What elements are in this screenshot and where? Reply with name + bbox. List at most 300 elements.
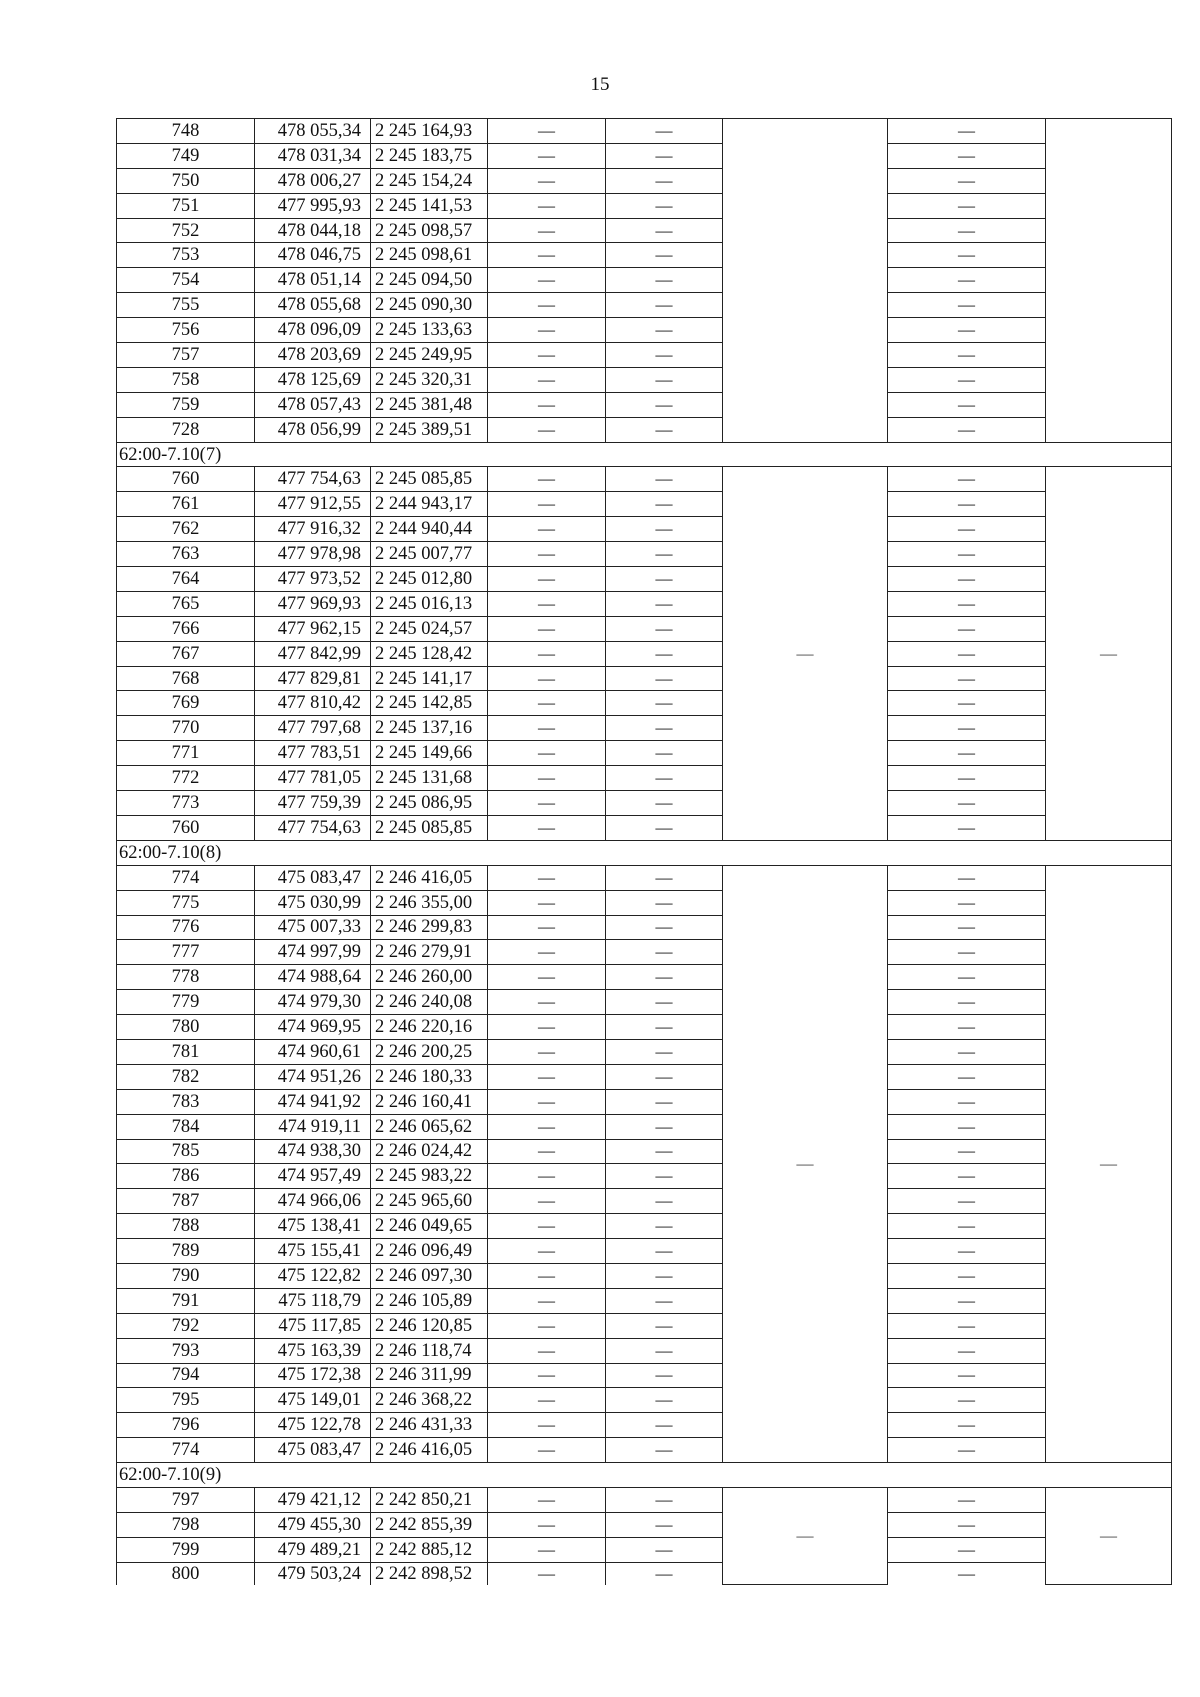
coordinate-x: 477 829,81 — [255, 666, 371, 691]
dash-cell: — — [888, 1039, 1046, 1064]
coordinate-x: 478 006,27 — [255, 168, 371, 193]
dash-cell: — — [606, 168, 723, 193]
dash-cell: — — [888, 990, 1046, 1015]
coordinate-y: 2 246 311,99 — [371, 1363, 488, 1388]
coordinate-x: 474 941,92 — [255, 1089, 371, 1114]
dash-cell: — — [488, 915, 606, 940]
coordinate-x: 477 912,55 — [255, 492, 371, 517]
coordinate-y: 2 246 299,83 — [371, 915, 488, 940]
table-row — [117, 1015, 1172, 1040]
coordinate-y: 2 245 098,57 — [371, 218, 488, 243]
dash-cell: — — [488, 243, 606, 268]
coordinate-y: 2 246 096,49 — [371, 1239, 488, 1264]
dash-cell: — — [888, 417, 1046, 442]
dash-cell: — — [488, 1438, 606, 1463]
coordinate-x: 474 997,99 — [255, 940, 371, 965]
dash-cell: — — [888, 1512, 1046, 1537]
table-row — [117, 791, 1172, 816]
dash-cell: — — [888, 143, 1046, 168]
dash-cell: — — [888, 1562, 1046, 1585]
dash-cell: — — [606, 940, 723, 965]
coordinate-y: 2 246 160,41 — [371, 1089, 488, 1114]
coordinate-x: 477 781,05 — [255, 766, 371, 791]
point-number: 749 — [117, 143, 255, 168]
dash-cell: — — [488, 691, 606, 716]
coordinate-y: 2 246 097,30 — [371, 1263, 488, 1288]
point-number: 767 — [117, 641, 255, 666]
table-row — [117, 1164, 1172, 1189]
dash-cell: — — [488, 791, 606, 816]
dash-cell: — — [488, 1288, 606, 1313]
coordinate-x: 475 117,85 — [255, 1313, 371, 1338]
point-number: 781 — [117, 1039, 255, 1064]
coordinate-y: 2 242 885,12 — [371, 1537, 488, 1562]
dash-cell: — — [606, 1239, 723, 1264]
table-row — [117, 1263, 1172, 1288]
point-number: 790 — [117, 1263, 255, 1288]
coordinate-x: 478 055,34 — [255, 119, 371, 144]
merged-value-cell: — — [723, 865, 888, 1462]
coordinate-x: 479 503,24 — [255, 1562, 371, 1585]
point-number: 753 — [117, 243, 255, 268]
dash-cell: — — [888, 343, 1046, 368]
merged-value-cell: — — [1046, 467, 1172, 840]
dash-cell: — — [488, 343, 606, 368]
coordinate-x: 474 938,30 — [255, 1139, 371, 1164]
dash-cell: — — [488, 965, 606, 990]
point-number: 774 — [117, 865, 255, 890]
dash-cell: — — [606, 193, 723, 218]
dash-cell: — — [488, 741, 606, 766]
coordinate-y: 2 245 983,22 — [371, 1164, 488, 1189]
dash-cell: — — [488, 1338, 606, 1363]
table-row — [117, 1064, 1172, 1089]
dash-cell: — — [488, 1089, 606, 1114]
table-row — [117, 691, 1172, 716]
dash-cell: — — [606, 343, 723, 368]
coordinate-y: 2 246 240,08 — [371, 990, 488, 1015]
coordinate-y: 2 245 149,66 — [371, 741, 488, 766]
dash-cell: — — [606, 1288, 723, 1313]
point-number: 791 — [117, 1288, 255, 1313]
table-row — [117, 542, 1172, 567]
dash-cell: — — [606, 666, 723, 691]
dash-cell: — — [606, 1214, 723, 1239]
table-row — [117, 1562, 1172, 1585]
dash-cell: — — [606, 1039, 723, 1064]
point-number: 793 — [117, 1338, 255, 1363]
dash-cell: — — [606, 243, 723, 268]
table-row — [117, 1512, 1172, 1537]
table-row — [117, 616, 1172, 641]
dash-cell: — — [488, 268, 606, 293]
table-row — [117, 492, 1172, 517]
table-row — [117, 1288, 1172, 1313]
dash-cell: — — [606, 1114, 723, 1139]
dash-cell: — — [888, 1189, 1046, 1214]
coordinate-y: 2 246 065,62 — [371, 1114, 488, 1139]
dash-cell: — — [606, 890, 723, 915]
dash-cell: — — [488, 293, 606, 318]
dash-cell: — — [488, 1164, 606, 1189]
point-number: 784 — [117, 1114, 255, 1139]
dash-cell: — — [488, 517, 606, 542]
section-label: 62:00-7.10(8) — [117, 840, 1172, 865]
coordinate-x: 478 096,09 — [255, 318, 371, 343]
coordinate-x: 475 083,47 — [255, 1438, 371, 1463]
coordinate-x: 475 083,47 — [255, 865, 371, 890]
dash-cell: — — [888, 193, 1046, 218]
dash-cell: — — [488, 766, 606, 791]
coordinate-y: 2 245 012,80 — [371, 567, 488, 592]
dash-cell: — — [488, 218, 606, 243]
dash-cell: — — [888, 691, 1046, 716]
coordinate-y: 2 245 183,75 — [371, 143, 488, 168]
dash-cell: — — [888, 641, 1046, 666]
dash-cell: — — [888, 318, 1046, 343]
dash-cell: — — [606, 741, 723, 766]
dash-cell: — — [606, 915, 723, 940]
coordinate-y: 2 245 137,16 — [371, 716, 488, 741]
coordinate-x: 477 754,63 — [255, 815, 371, 840]
dash-cell: — — [888, 741, 1046, 766]
coordinate-x: 474 979,30 — [255, 990, 371, 1015]
coordinate-x: 477 916,32 — [255, 517, 371, 542]
dash-cell: — — [606, 1363, 723, 1388]
table-row — [117, 1114, 1172, 1139]
dash-cell: — — [888, 1263, 1046, 1288]
dash-cell: — — [606, 1164, 723, 1189]
point-number: 795 — [117, 1388, 255, 1413]
dash-cell: — — [488, 1313, 606, 1338]
dash-cell: — — [606, 1338, 723, 1363]
table-row — [117, 467, 1172, 492]
coordinate-x: 475 118,79 — [255, 1288, 371, 1313]
table-row — [117, 1189, 1172, 1214]
dash-cell: — — [488, 940, 606, 965]
table-row — [117, 965, 1172, 990]
coordinate-x: 474 988,64 — [255, 965, 371, 990]
table-row — [117, 318, 1172, 343]
coordinate-x: 478 051,14 — [255, 268, 371, 293]
table-row — [117, 1537, 1172, 1562]
point-number: 762 — [117, 517, 255, 542]
dash-cell: — — [606, 492, 723, 517]
table-row — [117, 392, 1172, 417]
point-number: 794 — [117, 1363, 255, 1388]
dash-cell: — — [488, 1512, 606, 1537]
dash-cell: — — [888, 1487, 1046, 1512]
dash-cell: — — [488, 1413, 606, 1438]
section-header-row — [117, 442, 1172, 467]
table-row — [117, 517, 1172, 542]
dash-cell: — — [606, 1015, 723, 1040]
merged-value-cell: — — [1046, 865, 1172, 1462]
table-row — [117, 293, 1172, 318]
coordinate-x: 477 969,93 — [255, 591, 371, 616]
dash-cell: — — [606, 417, 723, 442]
dash-cell: — — [888, 1338, 1046, 1363]
coordinate-y: 2 245 142,85 — [371, 691, 488, 716]
table-row — [117, 666, 1172, 691]
dash-cell: — — [888, 367, 1046, 392]
coordinate-y: 2 245 086,95 — [371, 791, 488, 816]
point-number: 779 — [117, 990, 255, 1015]
dash-cell: — — [888, 815, 1046, 840]
dash-cell: — — [488, 1363, 606, 1388]
coordinate-y: 2 245 249,95 — [371, 343, 488, 368]
dash-cell: — — [488, 542, 606, 567]
coordinate-y: 2 245 128,42 — [371, 641, 488, 666]
dash-cell: — — [888, 567, 1046, 592]
dash-cell: — — [888, 1089, 1046, 1114]
point-number: 774 — [117, 1438, 255, 1463]
point-number: 770 — [117, 716, 255, 741]
point-number: 797 — [117, 1487, 255, 1512]
coordinate-y: 2 245 131,68 — [371, 766, 488, 791]
coordinate-x: 475 030,99 — [255, 890, 371, 915]
coordinate-x: 474 960,61 — [255, 1039, 371, 1064]
point-number: 771 — [117, 741, 255, 766]
section-header-row — [117, 1463, 1172, 1488]
coordinate-y: 2 246 024,42 — [371, 1139, 488, 1164]
dash-cell: — — [488, 367, 606, 392]
coordinate-y: 2 245 090,30 — [371, 293, 488, 318]
table-row — [117, 1089, 1172, 1114]
dash-cell: — — [488, 890, 606, 915]
table-row — [117, 1239, 1172, 1264]
table-row — [117, 268, 1172, 293]
point-number: 792 — [117, 1313, 255, 1338]
dash-cell: — — [888, 218, 1046, 243]
point-number: 758 — [117, 367, 255, 392]
dash-cell: — — [606, 467, 723, 492]
coordinate-y: 2 245 389,51 — [371, 417, 488, 442]
point-number: 754 — [117, 268, 255, 293]
coordinate-x: 477 978,98 — [255, 542, 371, 567]
point-number: 775 — [117, 890, 255, 915]
point-number: 799 — [117, 1537, 255, 1562]
table-row — [117, 193, 1172, 218]
dash-cell: — — [606, 1487, 723, 1512]
coordinates-table — [116, 118, 1172, 1585]
dash-cell: — — [488, 1139, 606, 1164]
dash-cell: — — [488, 990, 606, 1015]
dash-cell: — — [606, 791, 723, 816]
coordinate-x: 477 797,68 — [255, 716, 371, 741]
coordinate-y: 2 244 943,17 — [371, 492, 488, 517]
dash-cell: — — [606, 716, 723, 741]
coordinate-y: 2 245 085,85 — [371, 467, 488, 492]
dash-cell: — — [606, 392, 723, 417]
table-row — [117, 1388, 1172, 1413]
dash-cell: — — [606, 691, 723, 716]
table-row — [117, 343, 1172, 368]
coordinate-x: 477 783,51 — [255, 741, 371, 766]
dash-cell: — — [606, 1263, 723, 1288]
table-row — [117, 243, 1172, 268]
dash-cell: — — [888, 940, 1046, 965]
dash-cell: — — [488, 1239, 606, 1264]
dash-cell: — — [606, 641, 723, 666]
dash-cell: — — [488, 1263, 606, 1288]
dash-cell: — — [888, 1388, 1046, 1413]
dash-cell: — — [488, 168, 606, 193]
table-row — [117, 1338, 1172, 1363]
coordinate-x: 475 007,33 — [255, 915, 371, 940]
dash-cell: — — [488, 641, 606, 666]
table-row — [117, 641, 1172, 666]
dash-cell: — — [888, 492, 1046, 517]
table-row — [117, 417, 1172, 442]
dash-cell: — — [488, 1214, 606, 1239]
point-number: 760 — [117, 815, 255, 840]
point-number: 778 — [117, 965, 255, 990]
dash-cell: — — [488, 417, 606, 442]
coordinate-y: 2 246 260,00 — [371, 965, 488, 990]
merged-value-cell — [1046, 119, 1172, 443]
coordinate-y: 2 246 220,16 — [371, 1015, 488, 1040]
coordinate-y: 2 242 855,39 — [371, 1512, 488, 1537]
dash-cell: — — [888, 293, 1046, 318]
coordinate-y: 2 246 368,22 — [371, 1388, 488, 1413]
dash-cell: — — [606, 1064, 723, 1089]
point-number: 772 — [117, 766, 255, 791]
dash-cell: — — [606, 143, 723, 168]
point-number: 788 — [117, 1214, 255, 1239]
table-row — [117, 940, 1172, 965]
coordinate-x: 478 056,99 — [255, 417, 371, 442]
coordinate-x: 478 046,75 — [255, 243, 371, 268]
coordinate-x: 474 951,26 — [255, 1064, 371, 1089]
point-number: 798 — [117, 1512, 255, 1537]
table-row — [117, 741, 1172, 766]
table-row — [117, 915, 1172, 940]
coordinate-x: 478 031,34 — [255, 143, 371, 168]
coordinate-y: 2 246 279,91 — [371, 940, 488, 965]
dash-cell: — — [606, 865, 723, 890]
point-number: 752 — [117, 218, 255, 243]
dash-cell: — — [488, 318, 606, 343]
coordinate-y: 2 245 016,13 — [371, 591, 488, 616]
point-number: 777 — [117, 940, 255, 965]
dash-cell: — — [488, 567, 606, 592]
table-row — [117, 815, 1172, 840]
dash-cell: — — [606, 268, 723, 293]
point-number: 768 — [117, 666, 255, 691]
point-number: 760 — [117, 467, 255, 492]
point-number: 782 — [117, 1064, 255, 1089]
point-number: 765 — [117, 591, 255, 616]
dash-cell: — — [888, 865, 1046, 890]
dash-cell: — — [606, 766, 723, 791]
point-number: 769 — [117, 691, 255, 716]
table-row — [117, 218, 1172, 243]
coordinate-y: 2 246 416,05 — [371, 865, 488, 890]
table-row — [117, 591, 1172, 616]
table-row — [117, 1039, 1172, 1064]
dash-cell: — — [488, 1064, 606, 1089]
point-number: 764 — [117, 567, 255, 592]
dash-cell: — — [888, 616, 1046, 641]
coordinate-x: 477 754,63 — [255, 467, 371, 492]
merged-value-cell: — — [723, 1487, 888, 1584]
coordinate-y: 2 246 120,85 — [371, 1313, 488, 1338]
dash-cell: — — [488, 1114, 606, 1139]
coordinate-x: 478 125,69 — [255, 367, 371, 392]
point-number: 751 — [117, 193, 255, 218]
dash-cell: — — [488, 1015, 606, 1040]
coordinate-x: 478 044,18 — [255, 218, 371, 243]
coordinate-x: 477 995,93 — [255, 193, 371, 218]
dash-cell: — — [606, 367, 723, 392]
dash-cell: — — [606, 1189, 723, 1214]
coordinate-y: 2 245 381,48 — [371, 392, 488, 417]
dash-cell: — — [888, 268, 1046, 293]
dash-cell: — — [888, 1139, 1046, 1164]
coordinate-x: 475 149,01 — [255, 1388, 371, 1413]
dash-cell: — — [888, 1288, 1046, 1313]
coordinate-y: 2 246 355,00 — [371, 890, 488, 915]
point-number: 776 — [117, 915, 255, 940]
point-number: 773 — [117, 791, 255, 816]
dash-cell: — — [488, 119, 606, 144]
coordinate-y: 2 245 141,17 — [371, 666, 488, 691]
dash-cell: — — [488, 1562, 606, 1585]
dash-cell: — — [606, 119, 723, 144]
table-row — [117, 1313, 1172, 1338]
dash-cell: — — [606, 616, 723, 641]
coordinate-x: 478 055,68 — [255, 293, 371, 318]
coordinate-y: 2 245 098,61 — [371, 243, 488, 268]
coordinate-x: 478 203,69 — [255, 343, 371, 368]
coordinate-x: 474 969,95 — [255, 1015, 371, 1040]
dash-cell: — — [488, 1189, 606, 1214]
table-row — [117, 367, 1172, 392]
dash-cell: — — [606, 542, 723, 567]
table-row — [117, 119, 1172, 144]
coordinate-y: 2 245 164,93 — [371, 119, 488, 144]
section-header-row — [117, 840, 1172, 865]
coordinate-y: 2 245 965,60 — [371, 1189, 488, 1214]
dash-cell: — — [606, 591, 723, 616]
coordinate-y: 2 246 105,89 — [371, 1288, 488, 1313]
dash-cell: — — [888, 1015, 1046, 1040]
coordinate-y: 2 242 850,21 — [371, 1487, 488, 1512]
table-row — [117, 1438, 1172, 1463]
dash-cell: — — [488, 865, 606, 890]
dash-cell: — — [888, 542, 1046, 567]
point-number: 757 — [117, 343, 255, 368]
section-label: 62:00-7.10(7) — [117, 442, 1172, 467]
page-number: 15 — [590, 74, 610, 95]
point-number: 748 — [117, 119, 255, 144]
dash-cell: — — [488, 467, 606, 492]
section-label: 62:00-7.10(9) — [117, 1463, 1172, 1488]
dash-cell: — — [488, 1388, 606, 1413]
dash-cell: — — [606, 517, 723, 542]
coordinate-y: 2 242 898,52 — [371, 1562, 488, 1585]
coordinate-x: 475 163,39 — [255, 1338, 371, 1363]
point-number: 780 — [117, 1015, 255, 1040]
dash-cell: — — [888, 1413, 1046, 1438]
merged-value-cell — [723, 119, 888, 443]
coordinate-x: 474 919,11 — [255, 1114, 371, 1139]
coordinate-x: 475 122,82 — [255, 1263, 371, 1288]
dash-cell: — — [888, 1363, 1046, 1388]
dash-cell: — — [888, 1114, 1046, 1139]
dash-cell: — — [888, 392, 1046, 417]
